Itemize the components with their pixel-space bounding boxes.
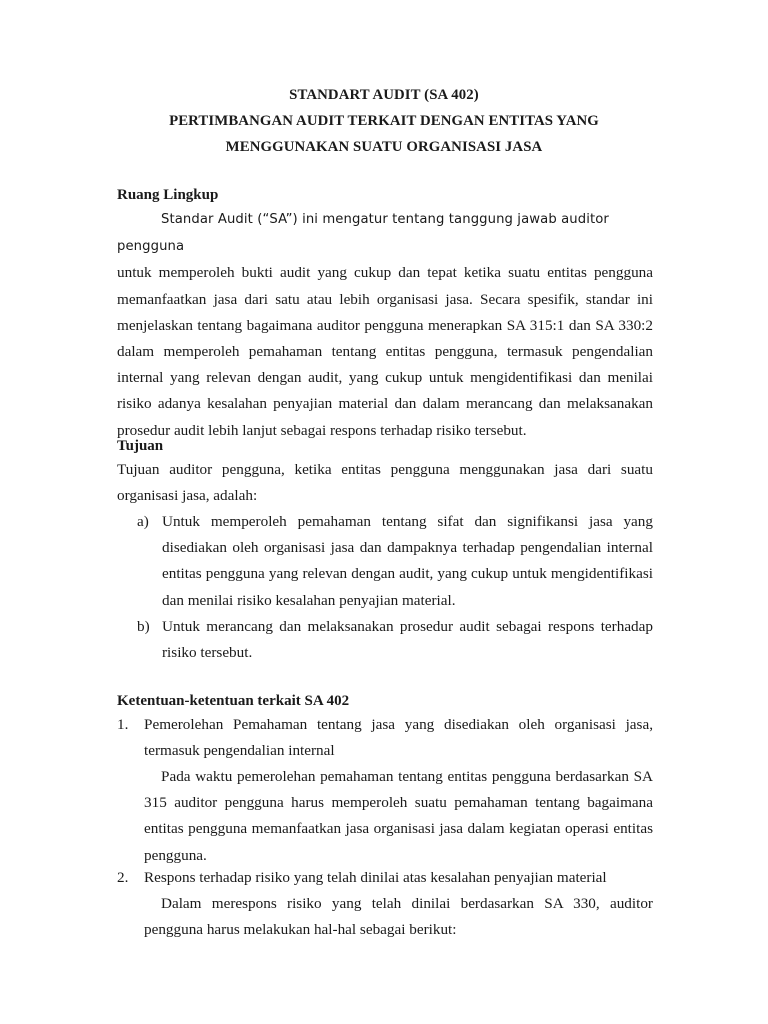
list-item-a bbox=[137, 509, 653, 614]
section-heading-ruang-lingkup: Ruang Lingkup bbox=[117, 187, 219, 203]
list-marker-b: b) bbox=[137, 618, 150, 635]
tujuan-intro: Tujuan auditor pengguna, ketika entitas pengguna menggunakan jasa dari suatu organisasi jasa, adalah: bbox=[117, 461, 653, 505]
section-heading-ketentuan: Ketentuan-ketentuan terkait SA 402 bbox=[117, 693, 350, 709]
ketentuan-marker-1: 1. bbox=[117, 716, 129, 733]
document-subtitle-line-2: MENGGUNAKAN SUATU ORGANISASI JASA bbox=[225, 139, 543, 155]
ketentuan-item-1-detail: Pada waktu pemerolehan pemahaman tentang entitas pengguna berdasarkan SA 315 auditor pengguna harus memperoleh suatu pemahaman tentang bagaimana entitas pengguna memanfaatkan jasa organisasi jasa dalam kegiatan operasi entitas pengguna. bbox=[144, 768, 653, 864]
ketentuan-item-2-detail: Dalam merespons risiko yang telah dinilai berdasarkan SA 330, auditor pengguna harus melakukan hal-hal sebagai berikut: bbox=[144, 895, 653, 939]
ketentuan-marker-2: 2. bbox=[117, 869, 129, 886]
ruang-lingkup-paragraph bbox=[117, 206, 653, 444]
ruang-lingkup-body: untuk memperoleh bukti audit yang cukup dan tepat ketika suatu entitas pengguna memanfaatkan jasa dari satu atau lebih organisasi jasa. Secara spesifik, standar ini menjelaskan tentang bagaimana auditor pengguna menerapkan SA 315:1 dan SA 330:2 dalam memperoleh pemahaman tentang entitas pengguna, termasuk pengendalian internal yang relevan dengan audit, yang cukup untuk mengidentifikasi dan menilai risiko adanya kesalahan penyajian material dan dalam merancang dan melaksanakan prosedur audit lebih lanjut sebagai respons terhadap risiko tersebut. bbox=[117, 264, 653, 439]
ketentuan-item-1 bbox=[117, 712, 653, 764]
document-title: STANDART AUDIT (SA 402) bbox=[289, 87, 479, 103]
ketentuan-item-2-text: Respons terhadap risiko yang telah dinilai atas kesalahan penyajian material bbox=[144, 869, 607, 886]
list-item-b bbox=[137, 614, 653, 666]
ruang-lingkup-first-line: Standar Audit (“SA”) ini mengatur tentang tanggung jawab auditor pengguna bbox=[117, 212, 609, 255]
list-marker-a: a) bbox=[137, 513, 149, 530]
list-item-b-text: Untuk merancang dan melaksanakan prosedur audit sebagai respons terhadap risiko tersebut. bbox=[162, 618, 653, 662]
list-item-a-text: Untuk memperoleh pemahaman tentang sifat dan signifikansi jasa yang disediakan oleh organisasi jasa dan dampaknya terhadap pengendalian internal entitas pengguna yang relevan dengan audit, yang cukup untuk mengidentifikasi dan menilai risiko kesalahan penyajian material. bbox=[162, 513, 653, 609]
section-heading-tujuan: Tujuan bbox=[117, 438, 164, 454]
ketentuan-item-1-text: Pemerolehan Pemahaman tentang jasa yang disediakan oleh organisasi jasa, termasuk pengendalian internal bbox=[144, 716, 653, 760]
ketentuan-item-2 bbox=[117, 865, 653, 891]
document-subtitle-line-1: PERTIMBANGAN AUDIT TERKAIT DENGAN ENTITAS YANG bbox=[169, 113, 599, 129]
